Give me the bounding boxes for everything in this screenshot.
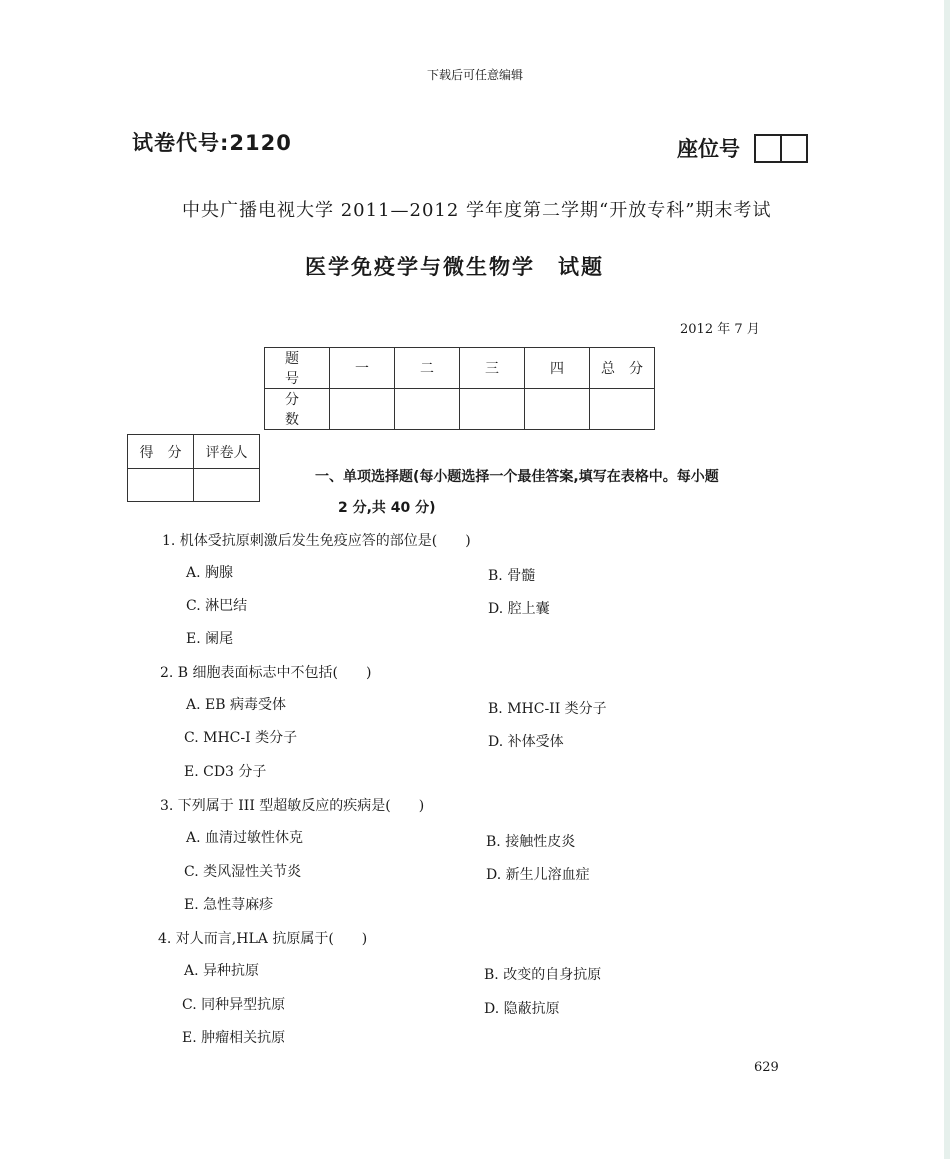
option-a: A. EB 病毒受体 [186, 697, 286, 713]
score-cell [590, 389, 655, 430]
score-header-cell: 一 [330, 348, 395, 389]
option-b: B. 接触性皮炎 [486, 834, 576, 850]
exam-title: 中央广播电视大学 2011—2012 学年度第二学期“开放专科”期末考试 [182, 200, 772, 221]
grader-cell [194, 469, 260, 502]
score-header-row [265, 348, 655, 389]
option-c: C. 类风湿性关节炎 [184, 864, 302, 880]
score-value-row [265, 389, 655, 430]
grader-cell [128, 469, 194, 502]
grader-name-header: 评卷人 [194, 435, 260, 469]
seat-box [780, 134, 808, 163]
seat-label: 座位号 [677, 137, 740, 161]
option-e: E. 肿瘤相关抗原 [182, 1030, 286, 1046]
section-heading-cont: 2 分,共 40 分) [338, 500, 436, 516]
option-a: A. 血清过敏性休克 [186, 830, 304, 846]
option-e: E. 急性荨麻疹 [184, 897, 274, 913]
option-a: A. 胸腺 [186, 565, 234, 581]
score-row-label: 分 数 [265, 389, 330, 430]
option-b: B. MHC-II 类分子 [488, 701, 607, 717]
grader-value-row [128, 469, 260, 502]
score-header-cell: 三 [460, 348, 525, 389]
grader-score-header: 得 分 [128, 435, 194, 469]
option-d: D. 补体受体 [488, 734, 564, 750]
option-a: A. 异种抗原 [184, 963, 260, 979]
question-text: 1. 机体受抗原刺激后发生免疫应答的部位是( ) [162, 533, 471, 549]
header-note: 下载后可任意编辑 [426, 68, 523, 82]
section-heading: 一、单项选择题(每小题选择一个最佳答案,填写在表格中。每小题 [315, 469, 719, 485]
paper-code: 试卷代号:2120 [132, 131, 292, 155]
option-b: B. 骨髓 [488, 568, 536, 584]
option-d: D. 新生儿溶血症 [486, 867, 590, 883]
grader-header-row [128, 435, 260, 469]
grader-table [127, 434, 260, 502]
option-e: E. 阑尾 [186, 631, 234, 647]
exam-date: 2012 年 7 月 [680, 322, 760, 337]
subject-title: 医学免疫学与微生物学 试题 [305, 255, 604, 279]
option-c: C. 淋巴结 [186, 598, 248, 614]
score-cell [460, 389, 525, 430]
question-text: 2. B 细胞表面标志中不包括( ) [160, 665, 372, 681]
option-d: D. 腔上囊 [488, 601, 550, 617]
option-b: B. 改变的自身抗原 [484, 967, 602, 983]
page-number: 629 [754, 1060, 779, 1075]
right-edge-strip [944, 0, 950, 1159]
option-e: E. CD3 分子 [184, 764, 267, 780]
score-cell [525, 389, 590, 430]
seat-number-boxes [756, 134, 808, 163]
score-header-cell: 总 分 [590, 348, 655, 389]
score-header-cell: 题 号 [265, 348, 330, 389]
score-header-cell: 二 [395, 348, 460, 389]
option-d: D. 隐蔽抗原 [484, 1001, 560, 1017]
score-cell [395, 389, 460, 430]
option-c: C. MHC-I 类分子 [184, 730, 298, 746]
score-header-cell: 四 [525, 348, 590, 389]
score-table [264, 347, 655, 430]
seat-box [754, 134, 782, 163]
option-c: C. 同种异型抗原 [182, 997, 286, 1013]
question-text: 3. 下列属于 III 型超敏反应的疾病是( ) [160, 798, 425, 814]
question-text: 4. 对人而言,HLA 抗原属于( ) [158, 931, 368, 947]
score-cell [330, 389, 395, 430]
